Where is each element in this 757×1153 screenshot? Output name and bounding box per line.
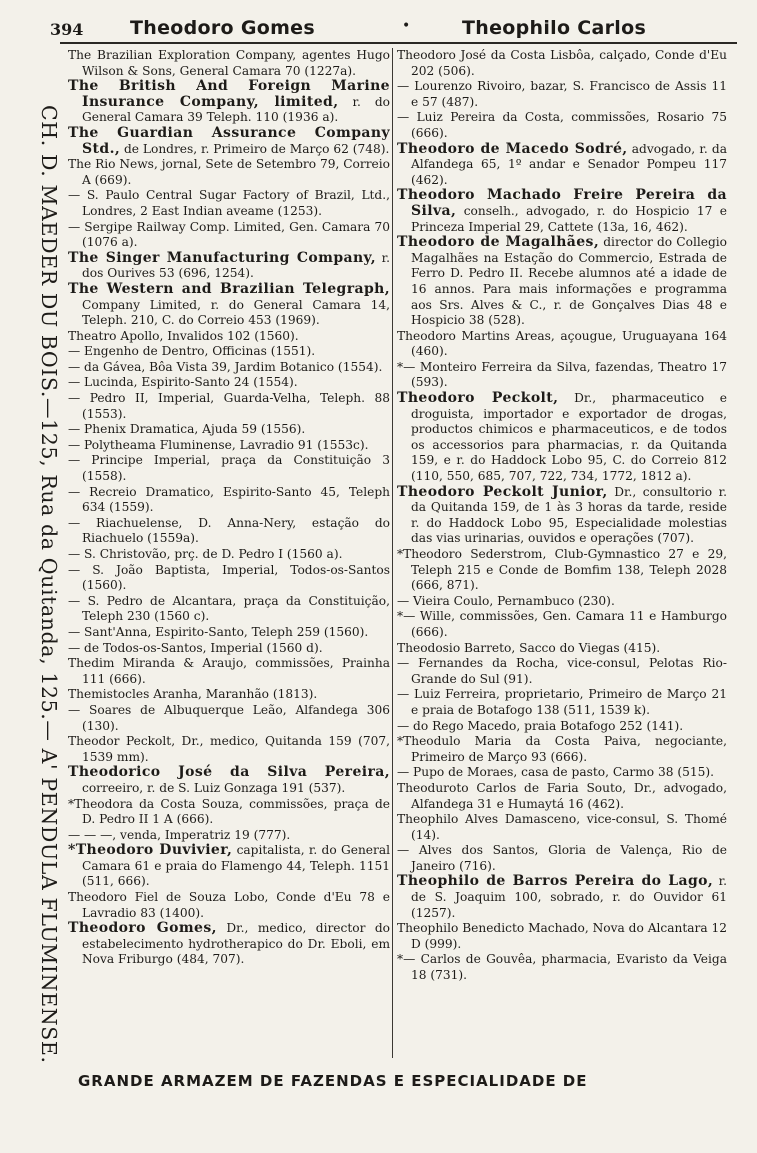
entry-text: *Theodoro Sederstrom, Club-Gymnastico 27 e 29, Teleph 215 e Conde de Bomfim 138, Teleph 2028 (666, 871).	[397, 547, 727, 593]
entry-text: Theodoro José da Costa Lisbôa, calçado, Conde d'Eu 202 (506).	[397, 48, 727, 78]
directory-entry	[68, 734, 390, 765]
directory-entry	[397, 110, 727, 141]
entry-text: — Principe Imperial, praça da Constituição 3 (1558).	[68, 453, 390, 484]
entry-name: Theophilo de Barros Pereira do Lago,	[397, 873, 714, 890]
directory-entry	[68, 547, 390, 563]
entry-text: The Brazilian Exploration Company, agentes Hugo Wilson & Sons, General Camara 70 (1227a).	[68, 48, 390, 78]
directory-entry	[68, 438, 390, 454]
directory-entry	[397, 188, 727, 235]
directory-entry	[68, 79, 390, 126]
directory-entry	[68, 344, 390, 360]
directory-entry	[68, 687, 390, 703]
directory-entry	[397, 952, 727, 983]
entry-text: Theodor Peckolt, Dr., medico, Quitanda 159 (707, 1539 mm).	[68, 734, 390, 764]
directory-entry	[68, 625, 390, 641]
directory-entry	[397, 391, 727, 485]
entry-text: Theodosio Barreto, Sacco do Viegas (415).	[397, 640, 661, 655]
entry-name: Theodoro Gomes,	[68, 920, 217, 937]
entry-text: — Pedro II, Imperial, Guarda-Velha, Teleph. 88 (1553).	[68, 391, 390, 421]
entry-text: — Lucinda, Espirito-Santo 24 (1554).	[68, 375, 298, 390]
entry-text: — Fernandes da Rocha, vice-consul, Pelotas Rio-Grande do Sul (91).	[397, 656, 727, 686]
side-advertisement-text: CH. D. MAEDER DU BOIS.—125, Rua da Quitanda, 125.— A' PENDULA FLUMINENSE.	[37, 105, 61, 1064]
directory-entry	[68, 329, 390, 345]
directory-entry	[397, 79, 727, 110]
directory-entry	[397, 874, 727, 921]
entry-text: — Sant'Anna, Espirito-Santo, Teleph 259 (1560).	[68, 624, 369, 639]
directory-entry	[397, 142, 727, 189]
directory-entry	[68, 360, 390, 376]
directory-entry	[397, 641, 727, 657]
entry-name: Theodoro Machado Freire Pereira da Silva,	[397, 187, 727, 219]
entry-text: Theoduroto Carlos de Faria Souto, Dr., advogado, Alfandega 31 e Humaytá 16 (462).	[397, 780, 727, 811]
entry-text: — Lourenzo Rivoiro, bazar, S. Francisco de Assis 11 e 57 (487).	[397, 79, 727, 109]
entry-name: Theodoro Peckolt,	[397, 390, 559, 407]
directory-entry	[397, 765, 727, 781]
entry-text: — Vieira Coulo, Pernambuco (230).	[397, 593, 615, 608]
entry-name: The Singer Manufacturing Company,	[68, 249, 377, 266]
header-right-title: Theophilo Carlos	[462, 17, 647, 39]
entry-name: Theodoro Peckolt Junior,	[397, 483, 608, 500]
entry-text: Company Limited, r. do General Camara 14, Teleph. 210, C. do Correio 453 (1969).	[82, 297, 390, 328]
entry-text: — S. João Baptista, Imperial, Todos-os-Santos (1560).	[68, 562, 390, 593]
entry-text: — Sergipe Railway Comp. Limited, Gen. Camara 70 (1076 a).	[68, 219, 390, 250]
left-column	[68, 48, 390, 968]
directory-entry	[68, 126, 390, 157]
directory-entry	[68, 251, 390, 282]
directory-entry	[68, 828, 390, 844]
entry-name: The Guardian Assurance Company Std.,	[68, 124, 390, 157]
directory-entry	[68, 422, 390, 438]
directory-entry	[397, 547, 727, 594]
right-column	[397, 48, 727, 984]
directory-entry	[68, 282, 390, 329]
entry-text: Dr., pharmaceutico e droguista, importador e exportador de drogas, productos chimicos e pharmaceuticos, e de todos os accessorios para pharmacias, r. da Quitanda 159, e r. do Haddock Lobo 95, C. do Correio 812 (110, 550, 685, 707, 722, 734, 1772, 1812 a).	[411, 391, 728, 484]
entry-text: — Engenho de Dentro, Officinas (1551).	[68, 344, 316, 359]
entry-text: *— Monteiro Ferreira da Silva, fazendas, Theatro 17 (593).	[397, 359, 727, 390]
directory-entry	[397, 48, 727, 79]
entry-name: Theodoro de Macedo Sodré,	[397, 140, 628, 157]
directory-entry	[68, 48, 390, 79]
directory-entry	[397, 734, 727, 765]
directory-entry	[68, 594, 390, 625]
directory-entry	[68, 188, 390, 219]
entry-text: The Rio News, jornal, Sete de Setembro 79, Correio A (669).	[68, 157, 390, 187]
entry-text: — Pupo de Moraes, casa de pasto, Carmo 38 (515).	[397, 765, 715, 780]
directory-entry	[397, 609, 727, 640]
entry-text: Theophilo Alves Damasceno, vice-consul, S. Thomé (14).	[397, 812, 727, 842]
entry-text: — Alves dos Santos, Gloria de Valença, Rio de Janeiro (716).	[397, 843, 727, 873]
entry-text: — Luiz Pereira da Costa, commissões, Rosario 75 (666).	[397, 110, 727, 140]
directory-entry	[68, 641, 390, 657]
directory-entry	[397, 812, 727, 843]
entry-text: de Londres, r. Primeiro de Março 62 (748).	[124, 141, 390, 156]
footer-advertisement: GRANDE ARMAZEM DE FAZENDAS E ESPECIALIDADE DE	[78, 1072, 588, 1090]
entry-text: r. do General Camara 39 Teleph. 110 (1936 a).	[82, 94, 391, 125]
entry-text: Theatro Apollo, Invalidos 102 (1560).	[68, 328, 299, 343]
entry-text: — Polytheama Fluminense, Lavradio 91 (1553c).	[68, 437, 369, 452]
header-left-title: Theodoro Gomes	[130, 17, 315, 39]
directory-entry	[397, 843, 727, 874]
entry-text: — da Gávea, Bôa Vista 39, Jardim Botanico (1554).	[68, 359, 383, 374]
entry-text: — — —, venda, Imperatriz 19 (777).	[68, 827, 291, 842]
entry-name: The Western and Brazilian Telegraph,	[68, 280, 390, 297]
header-separator: •	[402, 18, 411, 34]
entry-text: — Luiz Ferreira, proprietario, Primeiro de Março 21 e praia de Botafogo 138 (511, 1539 k).	[397, 687, 727, 717]
entry-name: *Theodoro Duvivier,	[68, 842, 233, 859]
directory-entry	[68, 391, 390, 422]
directory-entry	[68, 843, 390, 890]
entry-text: — S. Christovão, prç. de D. Pedro I (1560 a).	[68, 547, 343, 561]
directory-entry	[68, 563, 390, 594]
directory-entry	[397, 921, 727, 952]
entry-text: director do Collegio Magalhães na Estação do Commercio, Estrada de Ferro D. Pedro II. Recebe alumnos até a idade de 16 annos. Para mais informações e programma aos Srs. Alves & C., r. de Gonçalves Dias 48 e Hospicio 38 (528).	[411, 235, 727, 328]
entry-text: — Phenix Dramatica, Ajuda 59 (1556).	[68, 422, 306, 437]
entry-name: Theodorico José da Silva Pereira,	[68, 764, 390, 781]
entry-text: capitalista, r. do General Camara 61 e praia do Flamengo 44, Teleph. 1151 (511, 666).	[82, 843, 390, 889]
entry-text: Theodoro Martins Areas, açougue, Uruguayana 164 (460).	[397, 328, 727, 359]
entry-text: — Riachuelense, D. Anna-Nery, estação do Riachuelo (1559a).	[68, 515, 390, 546]
directory-entry	[68, 921, 390, 968]
entry-text: Theophilo Benedicto Machado, Nova do Alcantara 12 D (999).	[397, 921, 727, 951]
entry-text: *Theodulo Maria da Costa Paiva, negociante, Primeiro de Março 93 (666).	[397, 734, 727, 764]
entry-text: Themistocles Aranha, Maranhão (1813).	[68, 687, 318, 702]
entry-text: *— Wille, commissões, Gen. Camara 11 e Hamburgo (666).	[397, 609, 727, 639]
directory-entry	[68, 656, 390, 687]
directory-entry	[68, 890, 390, 921]
entry-text: Theodoro Fiel de Souza Lobo, Conde d'Eu 78 e Lavradio 83 (1400).	[68, 890, 390, 920]
entry-text: — do Rego Macedo, praia Botafogo 252 (141).	[397, 718, 684, 733]
header-rule	[60, 42, 737, 44]
entry-text: *— Carlos de Gouvêa, pharmacia, Evaristo da Veiga 18 (731).	[397, 952, 727, 983]
entry-text: — Soares de Albuquerque Leão, Alfandega 306 (130).	[68, 702, 390, 733]
entry-text: conselh., advogado, r. do Hospicio 17 e Princeza Imperial 29, Cattete (13a, 16, 462).	[411, 203, 728, 234]
directory-entry	[397, 656, 727, 687]
entry-text: Thedim Miranda & Araujo, commissões, Prainha 111 (666).	[68, 656, 390, 686]
directory-entry	[68, 453, 390, 484]
directory-entry	[397, 360, 727, 391]
directory-entry	[68, 157, 390, 188]
entry-name: The British And Foreign Marine Insurance Company, limited,	[68, 78, 390, 110]
directory-entry	[68, 220, 390, 251]
directory-entry	[397, 485, 727, 547]
entry-text: — de Todos-os-Santos, Imperial (1560 d).	[68, 640, 323, 655]
entry-text: — S. Paulo Central Sugar Factory of Brazil, Ltd., Londres, 2 East Indian aveame (1253).	[68, 188, 390, 218]
entry-text: r. de S. Joaquim 100, sobrado, r. do Ouvidor 61 (1257).	[411, 874, 727, 920]
entry-text: — Recreio Dramatico, Espirito-Santo 45, Teleph 634 (1559).	[68, 484, 390, 515]
entry-text: r. dos Ourives 53 (696, 1254).	[82, 250, 391, 281]
entry-text: — S. Pedro de Alcantara, praça da Constituição, Teleph 230 (1560 c).	[68, 593, 390, 624]
page-number: 394	[50, 20, 84, 39]
directory-entry	[68, 516, 390, 547]
directory-entry	[397, 781, 727, 812]
directory-entry	[397, 687, 727, 718]
entry-text: correeiro, r. de S. Luiz Gonzaga 191 (537).	[82, 780, 346, 795]
entry-text: Dr., medico, director do estabelecimento hydrotherapico do Dr. Eboli, em Nova Friburgo (484, 707).	[82, 921, 390, 967]
directory-entry	[68, 797, 390, 828]
entry-text: advogado, r. da Alfandega 65, 1º andar e Senador Pompeu 117 (462).	[411, 141, 727, 187]
directory-entry	[68, 765, 390, 796]
directory-entry	[397, 719, 727, 735]
page-header	[0, 14, 757, 44]
entry-text: Dr., consultorio r. da Quitanda 159, de 1 às 3 horas da tarde, reside r. do Haddock Lobo 95, Especialidade molestias das vias urinarias, ouvidos e operações (707).	[411, 484, 727, 546]
directory-entry	[397, 235, 727, 329]
entry-name: Theodoro de Magalhães,	[397, 234, 600, 251]
directory-entry	[68, 485, 390, 516]
column-divider	[392, 48, 393, 1058]
entry-text: *Theodora da Costa Souza, commissões, praça de D. Pedro II 1 A (666).	[68, 796, 390, 827]
directory-entry	[397, 594, 727, 610]
directory-entry	[397, 329, 727, 360]
side-advertisement	[33, 105, 65, 1064]
directory-entry	[68, 703, 390, 734]
directory-entry	[68, 375, 390, 391]
